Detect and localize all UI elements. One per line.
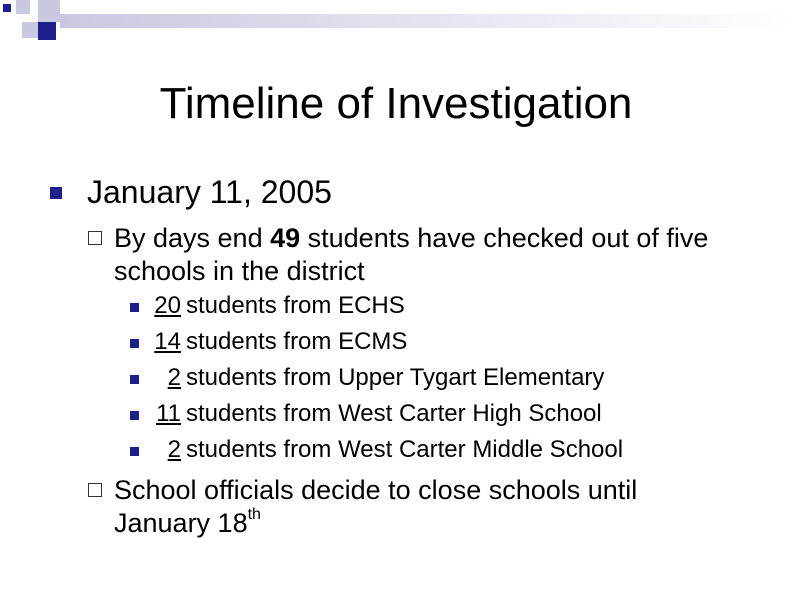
square-bullet-icon bbox=[130, 339, 139, 348]
point-checkout-text: By days end 49 students have checked out of five schools in the district bbox=[114, 223, 709, 286]
square-bullet-icon bbox=[130, 447, 139, 456]
school-count: 20 bbox=[154, 292, 181, 319]
decor-square bbox=[60, 14, 792, 28]
hollow-box-bullet-icon bbox=[88, 483, 102, 497]
square-bullet-icon bbox=[130, 375, 139, 384]
decor-square bbox=[22, 22, 38, 38]
decor-square bbox=[38, 22, 56, 40]
square-bullet-icon bbox=[130, 303, 139, 312]
square-bullet-icon bbox=[50, 187, 62, 199]
date-heading: January 11, 2005 bbox=[87, 174, 332, 210]
square-bullet-icon bbox=[130, 411, 139, 420]
slide-title: Timeline of Investigation bbox=[159, 79, 633, 128]
school-text: students from West Carter Middle School bbox=[186, 436, 624, 463]
school-count: 14 bbox=[154, 328, 181, 355]
school-text: students from West Carter High School bbox=[186, 400, 602, 427]
decor-square bbox=[16, 0, 30, 14]
school-count: 2 bbox=[167, 364, 181, 391]
decor-square bbox=[3, 4, 11, 12]
school-count: 11 bbox=[156, 400, 181, 427]
decor-square bbox=[38, 0, 60, 22]
school-text: students from ECMS bbox=[186, 328, 408, 355]
school-count: 2 bbox=[167, 436, 181, 463]
point-close-text: School officials decide to close schools until January 18th bbox=[114, 475, 638, 538]
school-text: students from ECHS bbox=[186, 292, 405, 319]
school-text: students from Upper Tygart Elementary bbox=[186, 364, 605, 391]
hollow-box-bullet-icon bbox=[88, 231, 102, 245]
